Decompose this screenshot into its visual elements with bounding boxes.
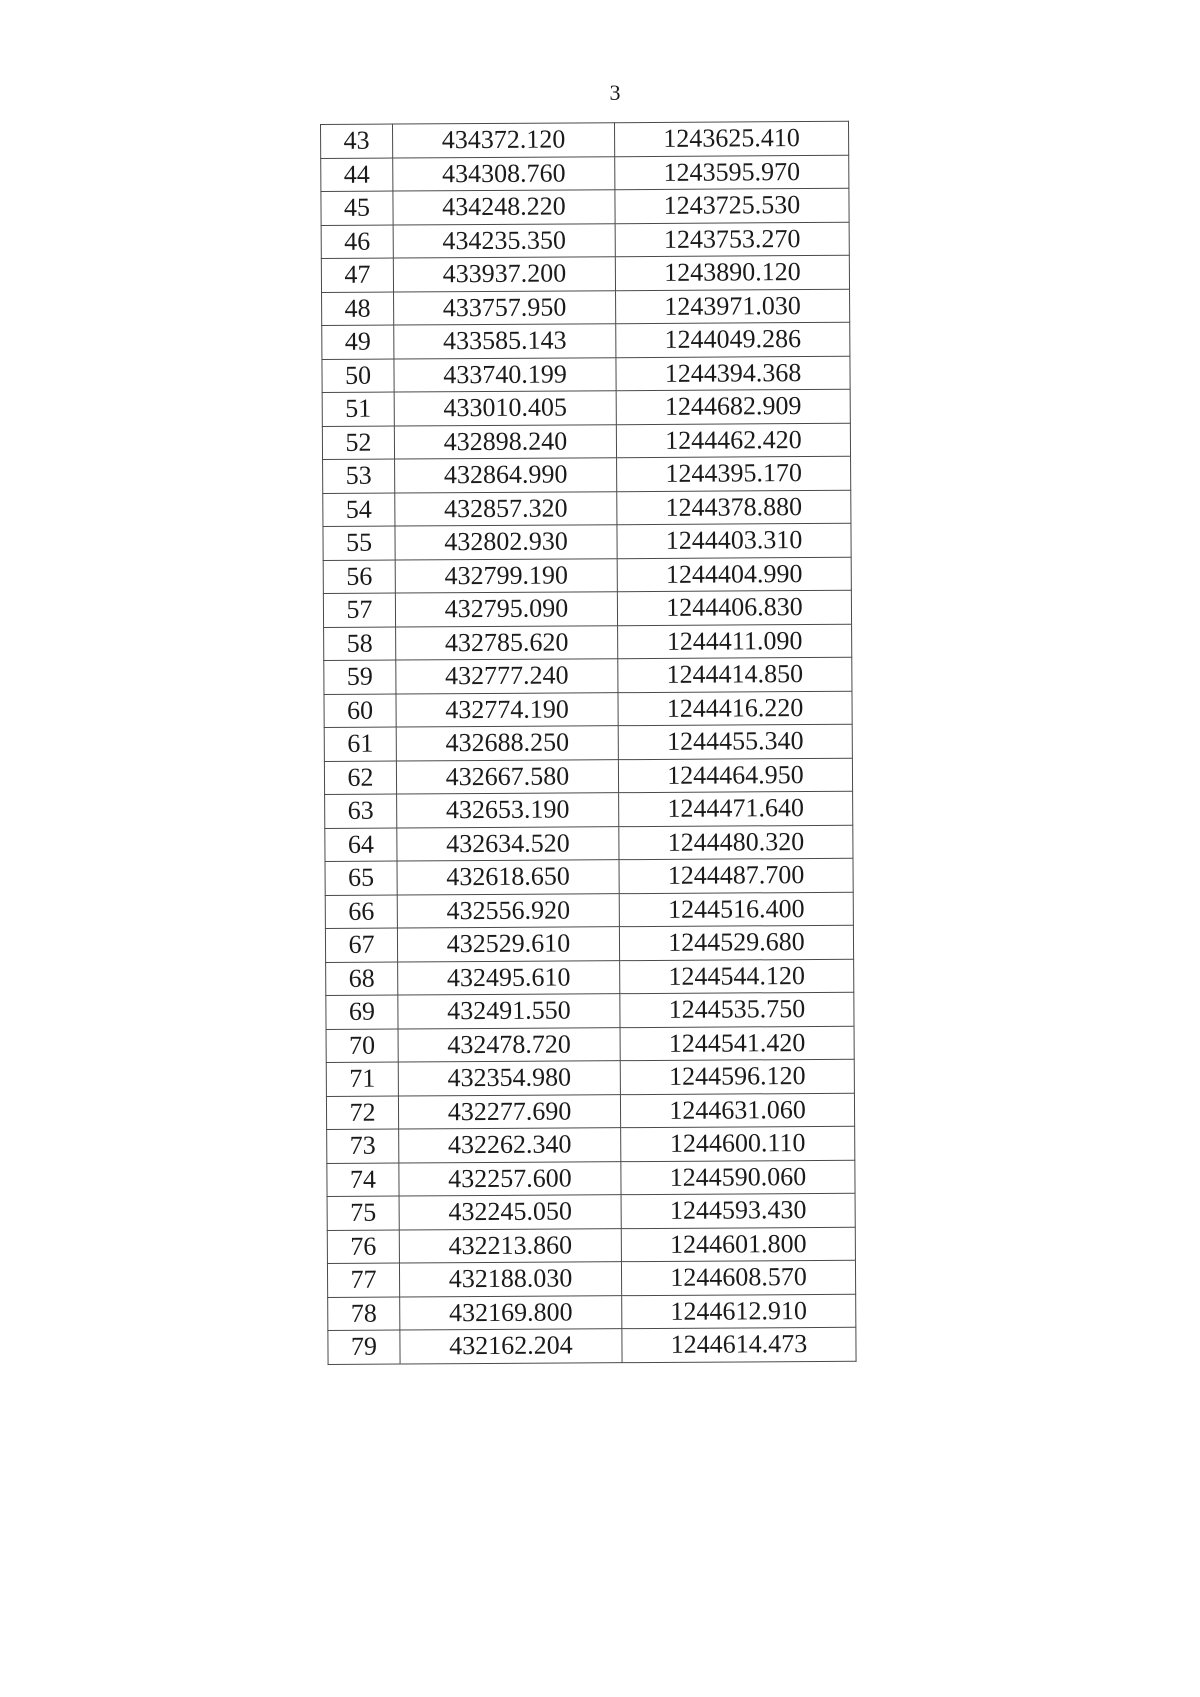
y-coordinate-cell: 1244544.120: [620, 959, 854, 994]
x-coordinate-cell: 432618.650: [397, 860, 619, 895]
table-row: [326, 992, 854, 1029]
point-number-cell: 73: [327, 1129, 399, 1163]
x-coordinate-cell: 432529.610: [397, 927, 619, 962]
table-row: [324, 624, 852, 661]
table-row: [326, 959, 854, 996]
x-coordinate-cell: 433010.405: [394, 391, 616, 426]
y-coordinate-cell: 1244529.680: [619, 925, 853, 960]
point-number-cell: 62: [324, 761, 396, 795]
x-coordinate-cell: 434248.220: [393, 190, 615, 225]
point-number-cell: 60: [324, 694, 396, 728]
point-number-cell: 74: [327, 1163, 399, 1197]
point-number-cell: 65: [325, 861, 397, 895]
table-row: [321, 222, 849, 259]
point-number-cell: 46: [321, 225, 393, 259]
y-coordinate-cell: 1244049.286: [616, 322, 850, 357]
x-coordinate-cell: 434308.760: [393, 156, 615, 191]
y-coordinate-cell: 1243753.270: [615, 222, 849, 257]
table-row: [322, 322, 850, 359]
x-coordinate-cell: 434372.120: [393, 123, 615, 158]
x-coordinate-cell: 432162.204: [400, 1329, 622, 1364]
x-coordinate-cell: 432785.620: [396, 625, 618, 660]
point-number-cell: 50: [322, 359, 394, 393]
x-coordinate-cell: 432478.720: [398, 1027, 620, 1062]
point-number-cell: 47: [321, 258, 393, 292]
table-row: [321, 188, 849, 225]
y-coordinate-cell: 1244614.473: [622, 1327, 856, 1362]
y-coordinate-cell: 1244631.060: [620, 1093, 854, 1128]
table-row: [325, 825, 853, 862]
table-row: [323, 557, 851, 594]
table-row: [324, 724, 852, 761]
x-coordinate-cell: 432277.690: [398, 1094, 620, 1129]
point-number-cell: 55: [323, 526, 395, 560]
x-coordinate-cell: 434235.350: [393, 223, 615, 258]
x-coordinate-cell: 433937.200: [393, 257, 615, 292]
table-row: [324, 691, 852, 728]
y-coordinate-cell: 1243725.530: [615, 188, 849, 223]
point-number-cell: 66: [325, 895, 397, 929]
point-number-cell: 51: [322, 392, 394, 426]
table-row: [325, 858, 853, 895]
point-number-cell: 48: [322, 292, 394, 326]
point-number-cell: 56: [323, 560, 395, 594]
y-coordinate-cell: 1244404.990: [617, 557, 851, 592]
table-row: [323, 590, 851, 627]
table-row: [323, 456, 851, 493]
point-number-cell: 44: [321, 158, 393, 192]
y-coordinate-cell: 1244612.910: [622, 1294, 856, 1329]
y-coordinate-cell: 1244535.750: [620, 992, 854, 1027]
point-number-cell: 52: [322, 426, 394, 460]
point-number-cell: 68: [326, 962, 398, 996]
table-row: [322, 289, 850, 326]
y-coordinate-cell: 1244403.310: [617, 523, 851, 558]
x-coordinate-cell: 432491.550: [398, 994, 620, 1029]
y-coordinate-cell: 1244596.120: [620, 1059, 854, 1094]
point-number-cell: 54: [323, 493, 395, 527]
y-coordinate-cell: 1244416.220: [618, 691, 852, 726]
x-coordinate-cell: 433585.143: [394, 324, 616, 359]
y-coordinate-cell: 1244480.320: [619, 825, 853, 860]
table-row: [325, 892, 853, 929]
x-coordinate-cell: 432495.610: [398, 960, 620, 995]
table-row: [322, 423, 850, 460]
y-coordinate-cell: 1244395.170: [617, 456, 851, 491]
y-coordinate-cell: 1244682.909: [616, 389, 850, 424]
x-coordinate-cell: 432188.030: [399, 1262, 621, 1297]
point-number-cell: 59: [324, 660, 396, 694]
table-row: [325, 791, 853, 828]
y-coordinate-cell: 1244487.700: [619, 858, 853, 893]
x-coordinate-cell: 432667.580: [396, 759, 618, 794]
point-number-cell: 71: [326, 1062, 398, 1096]
point-number-cell: 76: [327, 1230, 399, 1264]
y-coordinate-cell: 1244593.430: [621, 1193, 855, 1228]
y-coordinate-cell: 1243625.410: [614, 121, 848, 156]
x-coordinate-cell: 432774.190: [396, 692, 618, 727]
x-coordinate-cell: 433757.950: [394, 290, 616, 325]
y-coordinate-cell: 1244608.570: [621, 1260, 855, 1295]
table-row: [326, 1026, 854, 1063]
table-row: [324, 758, 852, 795]
point-number-cell: 61: [324, 727, 396, 761]
table-row: [325, 925, 853, 962]
table-row: [328, 1327, 856, 1364]
x-coordinate-cell: 433740.199: [394, 357, 616, 392]
x-coordinate-cell: 432777.240: [396, 659, 618, 694]
y-coordinate-cell: 1244590.060: [621, 1160, 855, 1195]
y-coordinate-cell: 1243971.030: [616, 289, 850, 324]
point-number-cell: 78: [328, 1297, 400, 1331]
point-number-cell: 45: [321, 191, 393, 225]
x-coordinate-cell: 432556.920: [397, 893, 619, 928]
y-coordinate-cell: 1244462.420: [616, 423, 850, 458]
table-row: [321, 155, 849, 192]
y-coordinate-cell: 1244516.400: [619, 892, 853, 927]
y-coordinate-cell: 1244414.850: [618, 657, 852, 692]
point-number-cell: 53: [323, 459, 395, 493]
table-row: [327, 1260, 855, 1297]
x-coordinate-cell: 432802.930: [395, 525, 617, 560]
point-number-cell: 69: [326, 995, 398, 1029]
table-row: [327, 1126, 855, 1163]
y-coordinate-cell: 1244471.640: [619, 791, 853, 826]
table-row: [324, 657, 852, 694]
page-number: 3: [609, 80, 621, 105]
point-number-cell: 57: [323, 593, 395, 627]
x-coordinate-cell: 432213.860: [399, 1228, 621, 1263]
y-coordinate-cell: 1244406.830: [617, 590, 851, 625]
table-row: [323, 523, 851, 560]
point-number-cell: 75: [327, 1196, 399, 1230]
y-coordinate-cell: 1243890.120: [615, 255, 849, 290]
y-coordinate-cell: 1244600.110: [621, 1126, 855, 1161]
table-row: [326, 1093, 854, 1130]
point-number-cell: 72: [326, 1096, 398, 1130]
point-number-cell: 67: [325, 928, 397, 962]
y-coordinate-cell: 1244378.880: [617, 490, 851, 525]
x-coordinate-cell: 432898.240: [394, 424, 616, 459]
point-number-cell: 64: [325, 828, 397, 862]
y-coordinate-cell: 1243595.970: [615, 155, 849, 190]
coordinate-table: [320, 121, 857, 1365]
table-row: [327, 1160, 855, 1197]
table-row: [322, 389, 850, 426]
point-number-cell: 79: [328, 1330, 400, 1364]
x-coordinate-cell: 432799.190: [395, 558, 617, 593]
table-row: [321, 255, 849, 292]
table-row: [327, 1227, 855, 1264]
x-coordinate-cell: 432653.190: [397, 793, 619, 828]
x-coordinate-cell: 432864.990: [395, 458, 617, 493]
table-row: [328, 1294, 856, 1331]
x-coordinate-cell: 432354.980: [398, 1061, 620, 1096]
y-coordinate-cell: 1244411.090: [618, 624, 852, 659]
x-coordinate-cell: 432795.090: [395, 592, 617, 627]
table-row: [326, 1059, 854, 1096]
x-coordinate-cell: 432245.050: [399, 1195, 621, 1230]
y-coordinate-cell: 1244541.420: [620, 1026, 854, 1061]
point-number-cell: 70: [326, 1029, 398, 1063]
x-coordinate-cell: 432169.800: [400, 1295, 622, 1330]
y-coordinate-cell: 1244394.368: [616, 356, 850, 391]
x-coordinate-cell: 432262.340: [399, 1128, 621, 1163]
y-coordinate-cell: 1244464.950: [618, 758, 852, 793]
x-coordinate-cell: 432857.320: [395, 491, 617, 526]
y-coordinate-cell: 1244455.340: [618, 724, 852, 759]
x-coordinate-cell: 432688.250: [396, 726, 618, 761]
table-row: [327, 1193, 855, 1230]
table-row: [321, 121, 849, 158]
point-number-cell: 43: [321, 124, 393, 158]
table-row: [323, 490, 851, 527]
point-number-cell: 63: [325, 794, 397, 828]
coordinate-table-body: [321, 121, 857, 1364]
point-number-cell: 49: [322, 325, 394, 359]
table-row: [322, 356, 850, 393]
y-coordinate-cell: 1244601.800: [621, 1227, 855, 1262]
point-number-cell: 77: [327, 1263, 399, 1297]
x-coordinate-cell: 432257.600: [399, 1161, 621, 1196]
point-number-cell: 58: [324, 627, 396, 661]
x-coordinate-cell: 432634.520: [397, 826, 619, 861]
